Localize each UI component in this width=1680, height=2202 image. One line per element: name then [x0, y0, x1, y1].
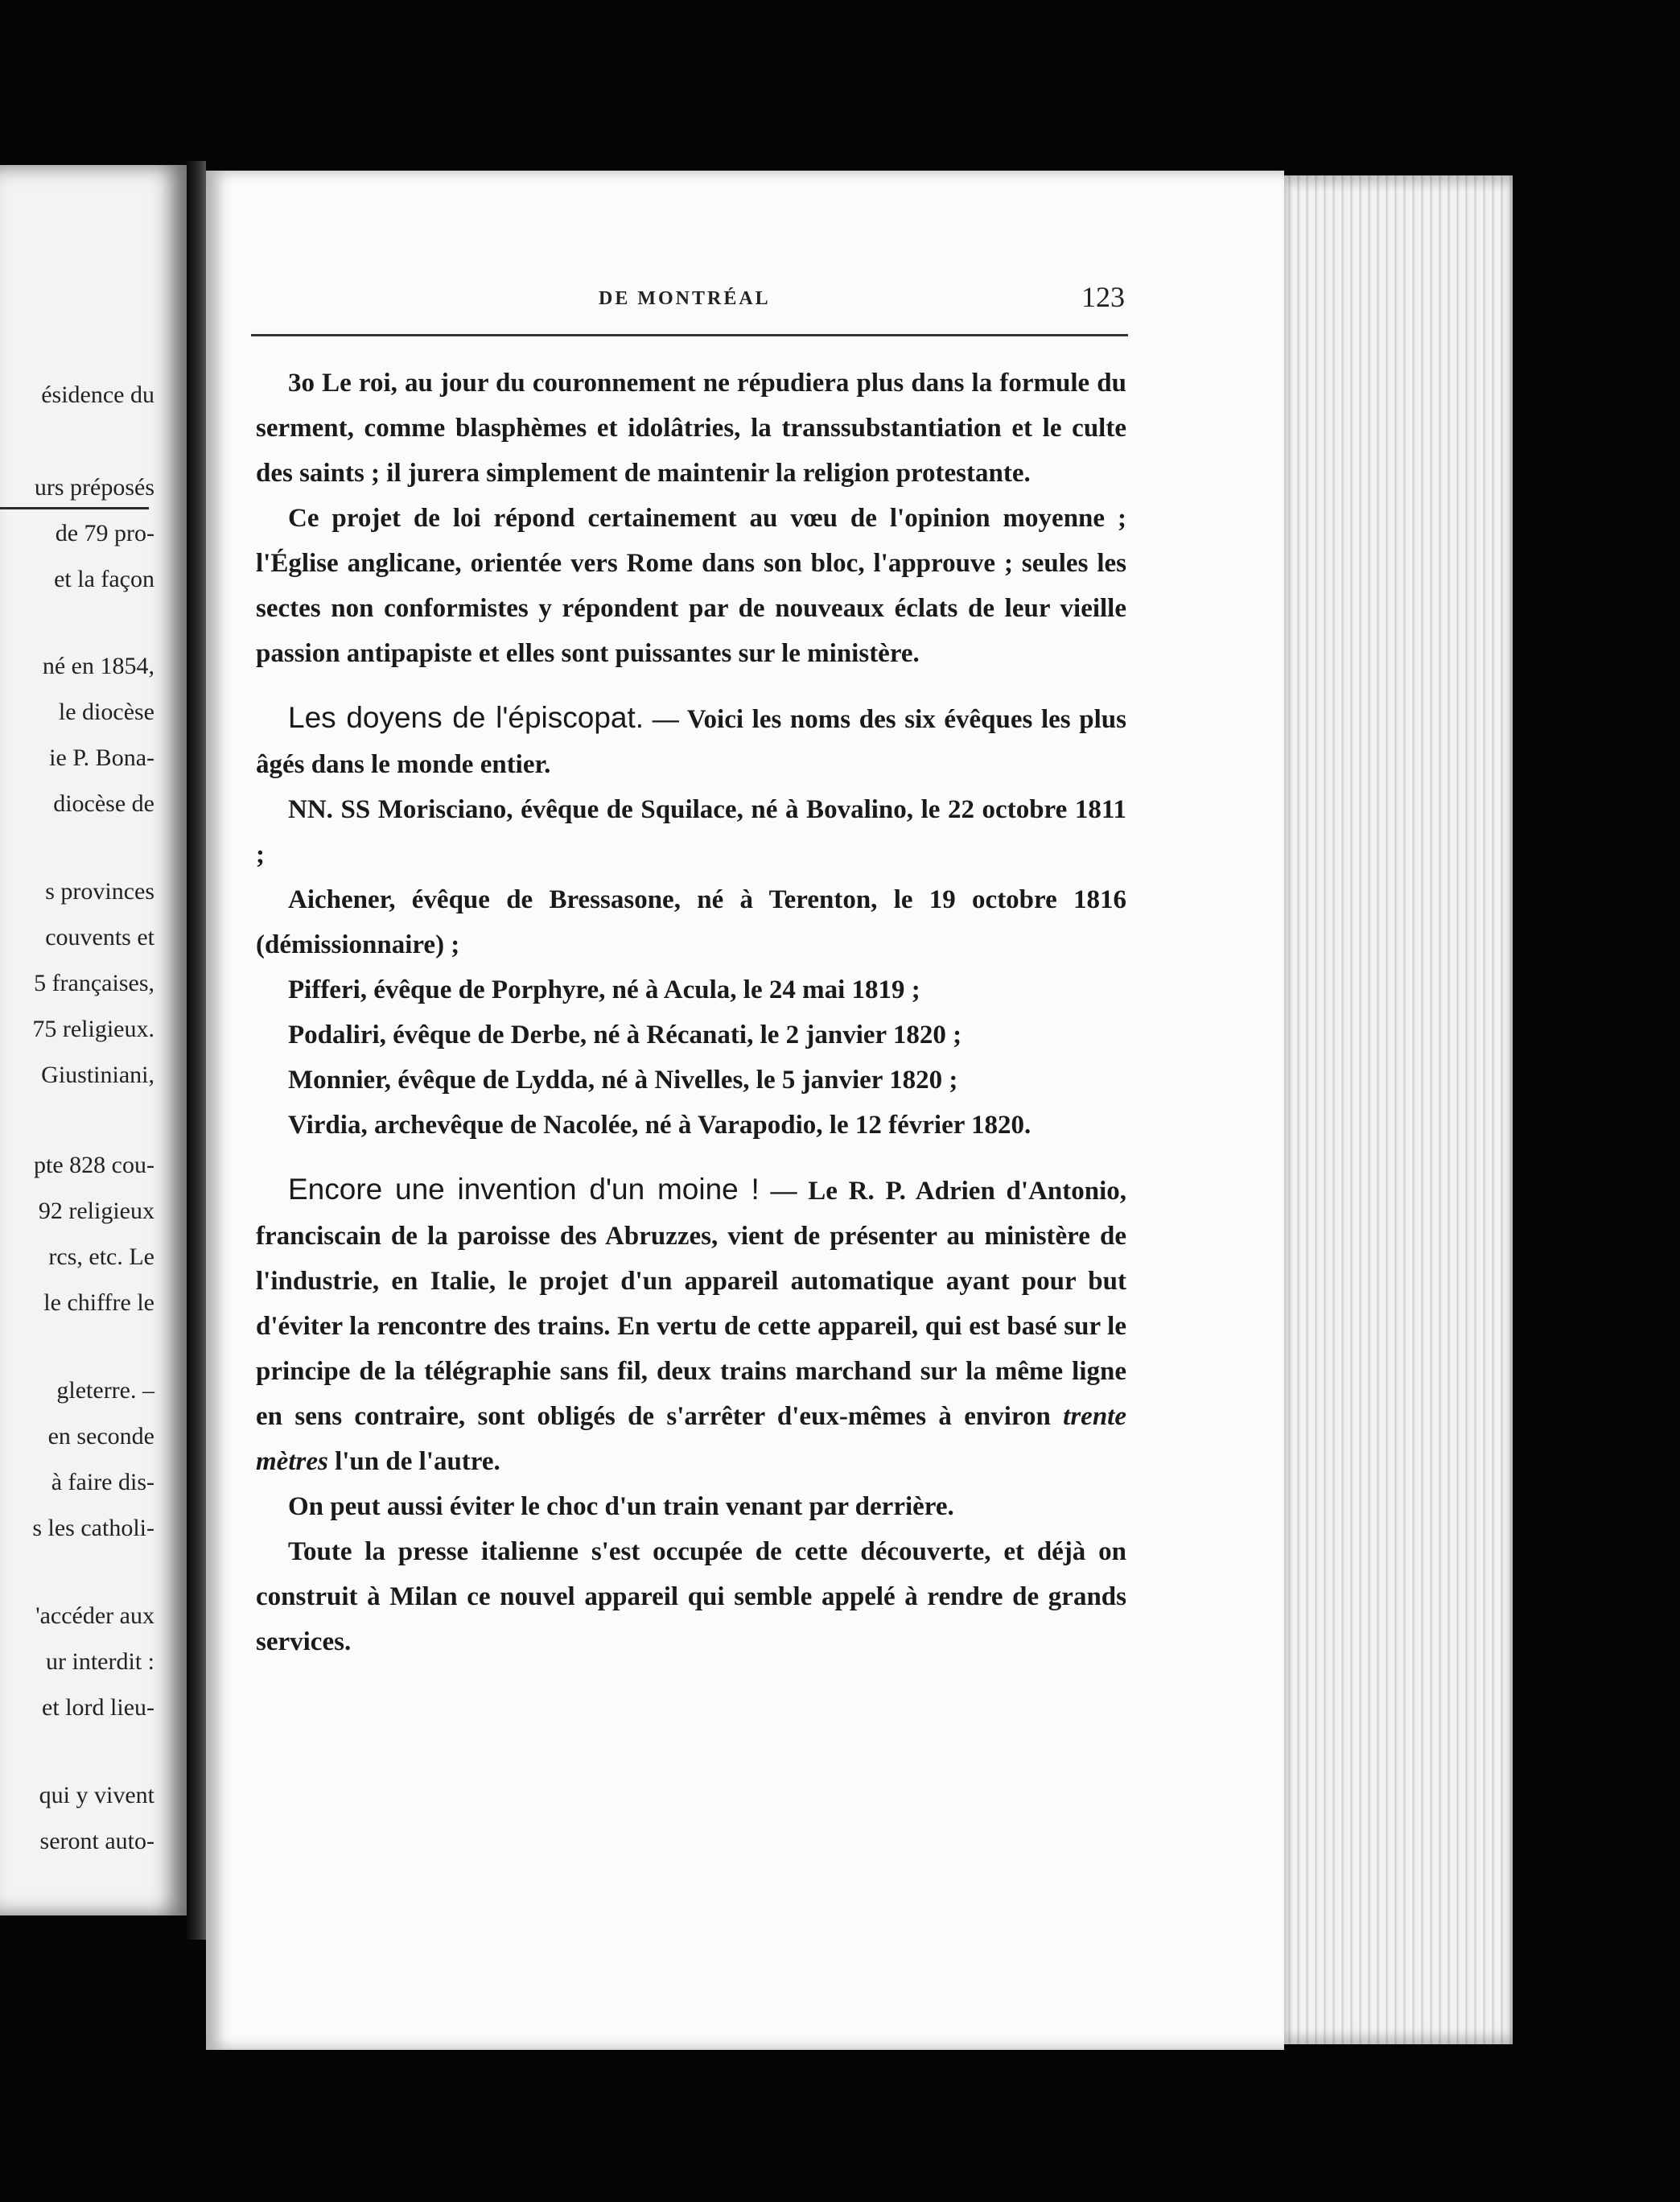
left-line: ésidence du — [41, 381, 154, 408]
section-invention — [256, 1167, 1126, 1484]
left-line: 92 religieux — [38, 1198, 154, 1224]
section-doyens — [256, 695, 1126, 787]
section-title: Les doyens de l'épiscopat. — [288, 701, 644, 734]
left-line: gleterre. – — [56, 1377, 154, 1404]
page-edges — [1284, 175, 1513, 2044]
running-title: DE MONTRÉAL — [599, 288, 771, 309]
bishop-entry: Pifferi, évêque de Porphyre, né à Acula, le 24 mai 1819 ; — [288, 975, 920, 1004]
emphasis-text: trente mètres — [256, 1402, 1126, 1476]
left-line: diocèse de — [53, 790, 154, 817]
left-line: à faire dis- — [51, 1469, 154, 1495]
section-title: Encore une invention d'un moine ! — [288, 1173, 760, 1206]
left-line: et la façon — [54, 566, 154, 592]
left-line: couvents et — [45, 924, 154, 950]
page-text — [256, 361, 1126, 1664]
left-line: pte 828 cou- — [34, 1152, 154, 1178]
left-line: rcs, etc. Le — [48, 1243, 154, 1270]
section-text: — Voici les noms des six évêques les plus âgés dans le monde entier. — [256, 705, 1126, 779]
section-text: l'un de l'autre. — [327, 1447, 500, 1476]
left-line: de 79 pro- — [55, 520, 154, 546]
left-line: qui y vivent — [39, 1782, 154, 1808]
left-line: le chiffre le — [43, 1289, 154, 1316]
left-line: né en 1854, — [42, 653, 154, 679]
left-line: s les catholi- — [32, 1515, 154, 1541]
left-line: ur interdit : — [46, 1648, 154, 1675]
left-line: s provinces — [45, 878, 154, 905]
left-line: seront auto- — [39, 1828, 154, 1854]
left-line: ie P. Bona- — [49, 744, 154, 771]
bishop-entry: Monnier, évêque de Lydda, né à Nivelles, le 5 janvier 1820 ; — [288, 1066, 958, 1095]
left-line: urs préposés — [34, 474, 154, 501]
bishop-entry: Virdia, archevêque de Nacolée, né à Varapodio, le 12 février 1820. — [288, 1111, 1031, 1140]
book-gutter — [187, 161, 206, 1940]
bishop-entry: Aichener, évêque de Bressasone, né à Terenton, le 19 octobre 1816 (démissionnaire) ; — [256, 885, 1126, 959]
header-rule — [251, 334, 1128, 336]
paragraph: Toute la presse italienne s'est occupée de cette découverte, et déjà on construit à Milan ce nouvel appareil qui semble appelé à rendre de grands services. — [256, 1537, 1126, 1656]
section-text: — Le R. P. Adrien d'Antonio, franciscain de la paroisse des Abruzzes, vient de présenter au ministère de l'industrie, en Italie, le projet d'un appareil automatique ayant pour but d'éviter la rencontre des trains. En vertu de cette appareil, qui est basé sur le principe de la télégraphie sans fil, deux trains marchand sur la même ligne en sens contraire, sont obligés de s'arrêter d'eux-mêmes à environ — [256, 1177, 1127, 1431]
paragraph: On peut aussi éviter le choc d'un train venant par derrière. — [288, 1492, 954, 1521]
left-line: 'accéder aux — [35, 1602, 154, 1629]
bishop-entry: Podaliri, évêque de Derbe, né à Récanati, le 2 janvier 1820 ; — [288, 1021, 962, 1049]
paragraph: Ce projet de loi répond certainement au vœu de l'opinion moyenne ; l'Église anglicane, orientée vers Rome dans son bloc, l'approuve ; seules les sectes non conformistes y répondent par de nouveaux éclats de leur vieille passion antipapiste et elles sont puissantes sur le ministère. — [256, 504, 1126, 668]
page-number: 123 — [1081, 281, 1125, 313]
left-line: en seconde — [47, 1423, 154, 1449]
left-line: 5 françaises, — [34, 970, 154, 996]
left-line: le diocèse — [58, 699, 154, 725]
left-header-rule — [0, 507, 149, 509]
bishop-entry: NN. SS Morisciano, évêque de Squilace, né à Bovalino, le 22 octobre 1811 ; — [256, 795, 1126, 869]
left-line: 75 religieux. — [32, 1016, 154, 1042]
facing-page-left — [0, 165, 187, 1915]
paragraph: 3o Le roi, au jour du couronnement ne répudiera plus dans la formule du serment, comme blasphèmes et idolâtries, la transsubstantiation et le culte des saints ; il jurera simplement de maintenir la religion protestante. — [256, 369, 1126, 488]
left-line: Giustiniani, — [41, 1062, 154, 1088]
left-line: et lord lieu- — [42, 1694, 154, 1721]
